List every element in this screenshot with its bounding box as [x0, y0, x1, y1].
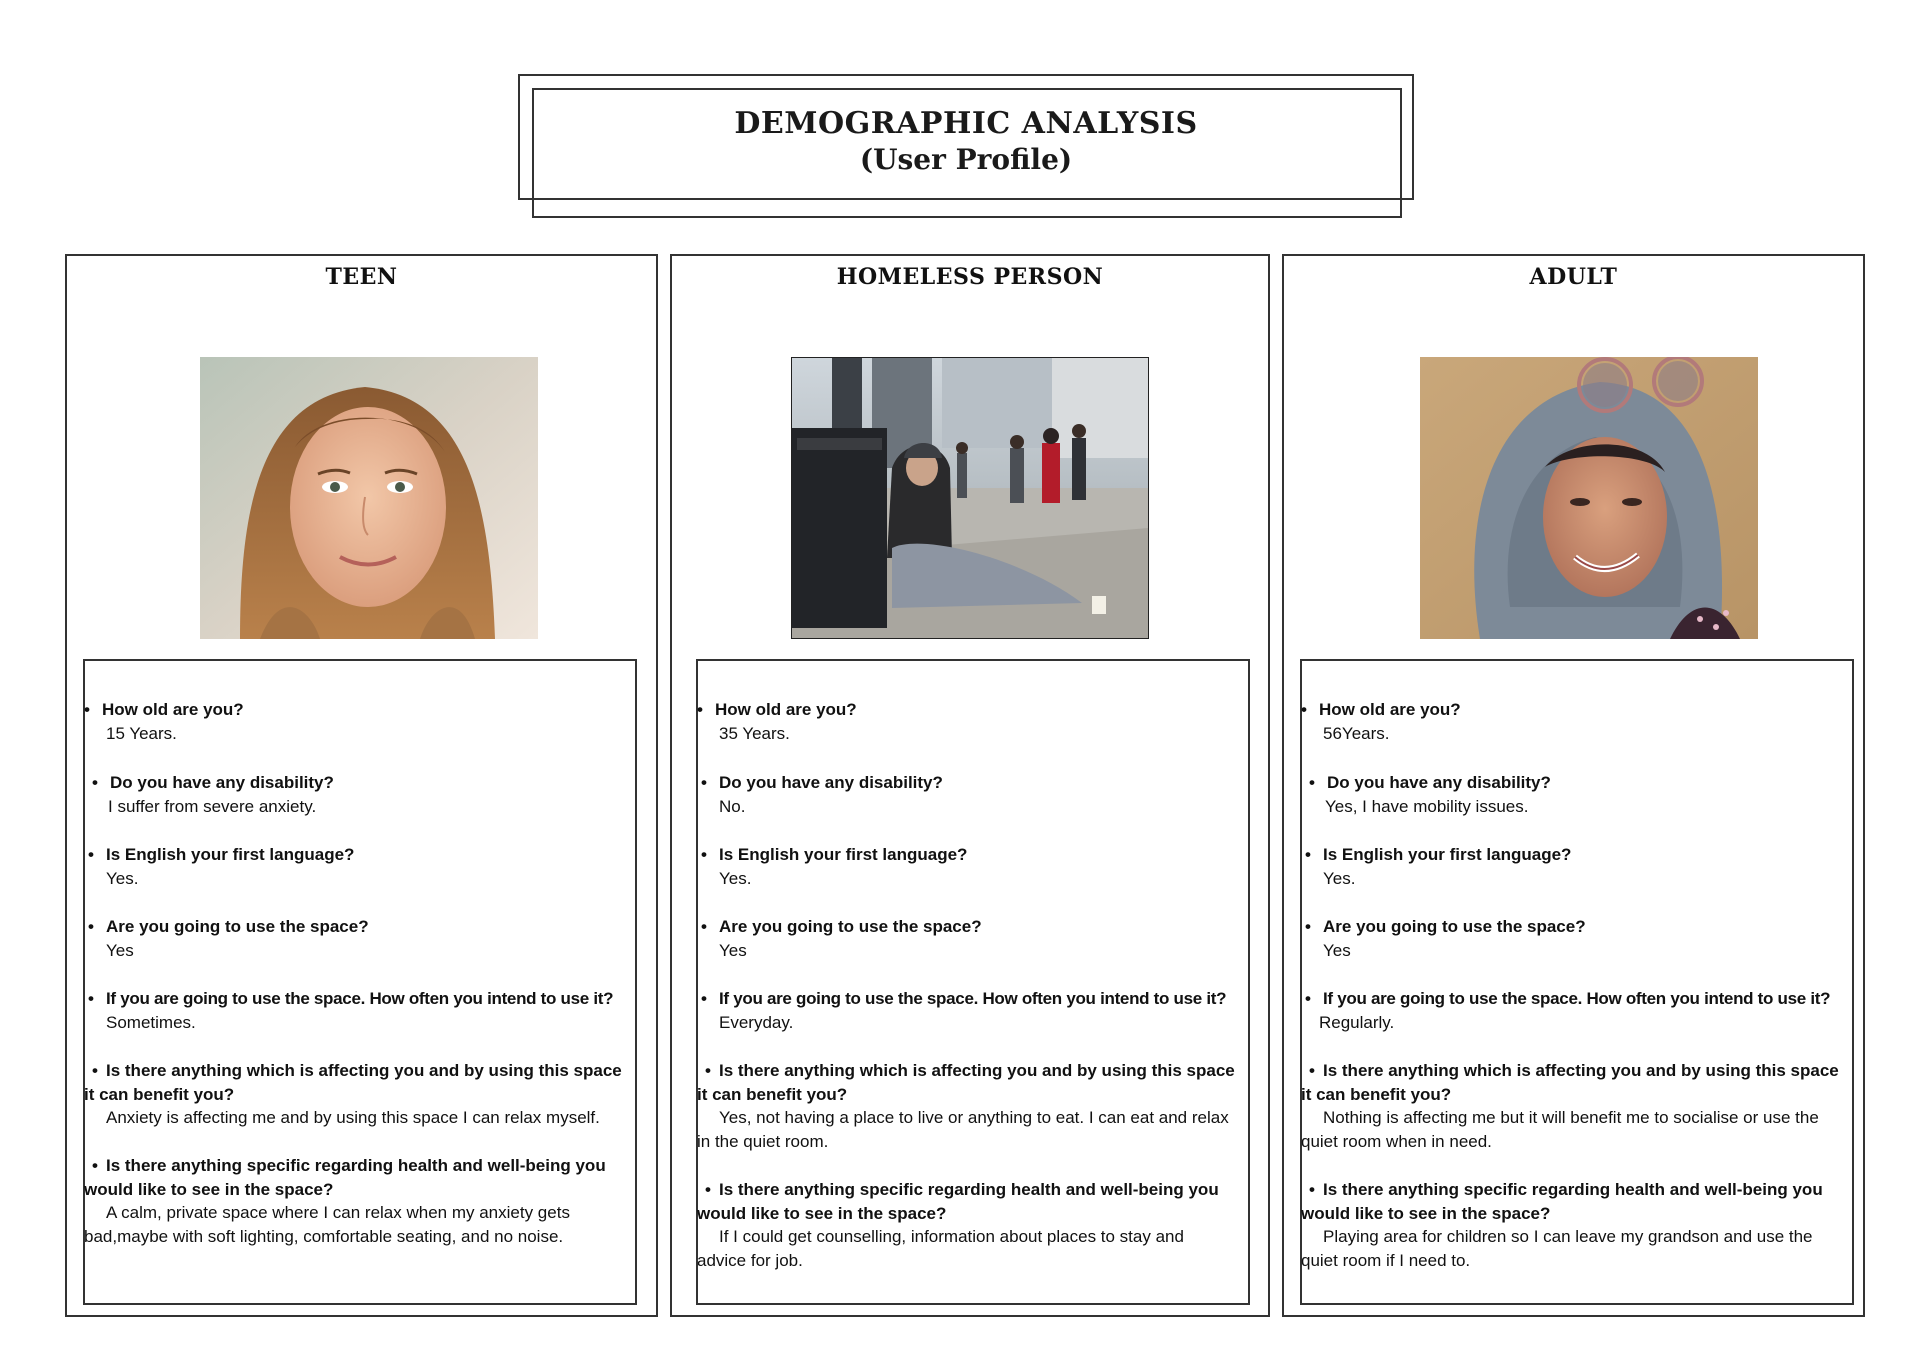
title-line-2: (User Profile) [859, 143, 1073, 176]
answer: 56Years. [1323, 723, 1390, 743]
bullet: • [701, 773, 707, 792]
bullet: • [88, 989, 94, 1008]
qa-item-use-space [701, 915, 1247, 962]
qa-item-use-space [1305, 915, 1851, 962]
answer: Yes, not having a place to live or anything to eat. I can eat and relax in the quiet room. [697, 1108, 1229, 1151]
qa-item-age [697, 698, 1247, 745]
answer: Everyday. [719, 1012, 794, 1032]
answer: Playing area for children so I can leave my grandson and use the quiet room if I need to. [1301, 1227, 1813, 1270]
bullet: • [1305, 845, 1311, 864]
page-title [518, 106, 1414, 178]
qa-item-frequency [701, 987, 1249, 1034]
qa-item-frequency [88, 987, 636, 1034]
bullet: • [1309, 1061, 1315, 1080]
answer: Yes. [719, 868, 752, 888]
qa-item-health [84, 1154, 624, 1248]
bullet: • [697, 700, 703, 719]
question: Is English your first language? [719, 845, 968, 864]
qa-item-use-space [88, 915, 634, 962]
portrait-woman-hijab-icon [1420, 357, 1758, 639]
question: Is there anything which is affecting you and by using this space it can benefit you? [1301, 1061, 1839, 1104]
qa-item-disability [92, 771, 634, 818]
question: Is there anything specific regarding health and well-being you would like to see in the space? [697, 1180, 1219, 1223]
answer: Regularly. [1319, 1012, 1395, 1032]
bullet: • [705, 1061, 711, 1080]
question: Is English your first language? [106, 845, 355, 864]
qa-item-age [84, 698, 634, 745]
qa-item-language [88, 843, 634, 890]
question: Do you have any disability? [110, 773, 334, 792]
answer: Yes. [1323, 868, 1356, 888]
title-line-1: DEMOGRAPHIC ANALYSIS [734, 106, 1198, 141]
bullet: • [701, 917, 707, 936]
qa-item-disability [701, 771, 1247, 818]
bullet: • [92, 1061, 98, 1080]
question: Are you going to use the space? [719, 917, 982, 936]
answer: Yes [106, 940, 134, 960]
question: Is there anything which is affecting you and by using this space it can benefit you? [84, 1061, 622, 1104]
column-heading-teen: TEEN [325, 264, 398, 290]
qa-item-health [1301, 1178, 1841, 1272]
question: Is there anything which is affecting you and by using this space it can benefit you? [697, 1061, 1235, 1104]
answer: 15 Years. [106, 723, 177, 743]
bullet: • [92, 773, 98, 792]
answer: Yes [719, 940, 747, 960]
answer: A calm, private space where I can relax when my anxiety gets bad,maybe with soft lighting, comfortable seating, and no noise. [84, 1203, 570, 1246]
question: Is English your first language? [1323, 845, 1572, 864]
homeless-man-street-photo-icon [791, 357, 1149, 639]
bullet: • [1301, 700, 1307, 719]
question: How old are you? [1319, 700, 1461, 719]
bullet: • [92, 1156, 98, 1175]
bullet: • [1309, 773, 1315, 792]
bullet: • [88, 917, 94, 936]
answer: Anxiety is affecting me and by using this space I can relax myself. [106, 1108, 600, 1127]
question: Is there anything specific regarding health and well-being you would like to see in the space? [84, 1156, 606, 1199]
bullet: • [705, 1180, 711, 1199]
bullet: • [1305, 989, 1311, 1008]
bullet: • [1305, 917, 1311, 936]
question: If you are going to use the space. How often you intend to use it? [106, 989, 614, 1008]
answer: I suffer from severe anxiety. [108, 796, 317, 816]
question: Are you going to use the space? [1323, 917, 1586, 936]
answer: 35 Years. [719, 723, 790, 743]
bullet: • [701, 989, 707, 1008]
answer: Yes [1323, 940, 1351, 960]
question: If you are going to use the space. How often you intend to use it? [719, 989, 1227, 1008]
bullet: • [1309, 1180, 1315, 1199]
answer: Yes, I have mobility issues. [1325, 796, 1529, 816]
question: Do you have any disability? [719, 773, 943, 792]
answer: Sometimes. [106, 1012, 196, 1032]
bullet: • [88, 845, 94, 864]
qa-item-affecting [1301, 1059, 1849, 1153]
bullet: • [701, 845, 707, 864]
column-heading-adult: ADULT [1529, 264, 1618, 290]
qa-item-affecting [697, 1059, 1245, 1153]
answer: If I could get counselling, information about places to stay and advice for job. [697, 1227, 1184, 1270]
qa-item-age [1301, 698, 1851, 745]
qa-item-language [701, 843, 1247, 890]
answer: No. [719, 796, 746, 816]
qa-item-health [697, 1178, 1237, 1272]
portrait-teen-girl-icon [200, 357, 538, 639]
qa-item-frequency [1305, 987, 1855, 1034]
question: Do you have any disability? [1327, 773, 1551, 792]
question: How old are you? [102, 700, 244, 719]
answer: Yes. [106, 868, 139, 888]
qa-item-affecting [84, 1059, 632, 1130]
qa-item-disability [1309, 771, 1851, 818]
answer: Nothing is affecting me but it will benefit me to socialise or use the quiet room when in need. [1301, 1108, 1819, 1151]
question: Are you going to use the space? [106, 917, 369, 936]
question: If you are going to use the space. How often you intend to use it? [1323, 989, 1831, 1008]
column-heading-homeless: HOMELESS PERSON [836, 264, 1104, 290]
qa-item-language [1305, 843, 1851, 890]
question: Is there anything specific regarding health and well-being you would like to see in the space? [1301, 1180, 1823, 1223]
bullet: • [84, 700, 90, 719]
question: How old are you? [715, 700, 857, 719]
